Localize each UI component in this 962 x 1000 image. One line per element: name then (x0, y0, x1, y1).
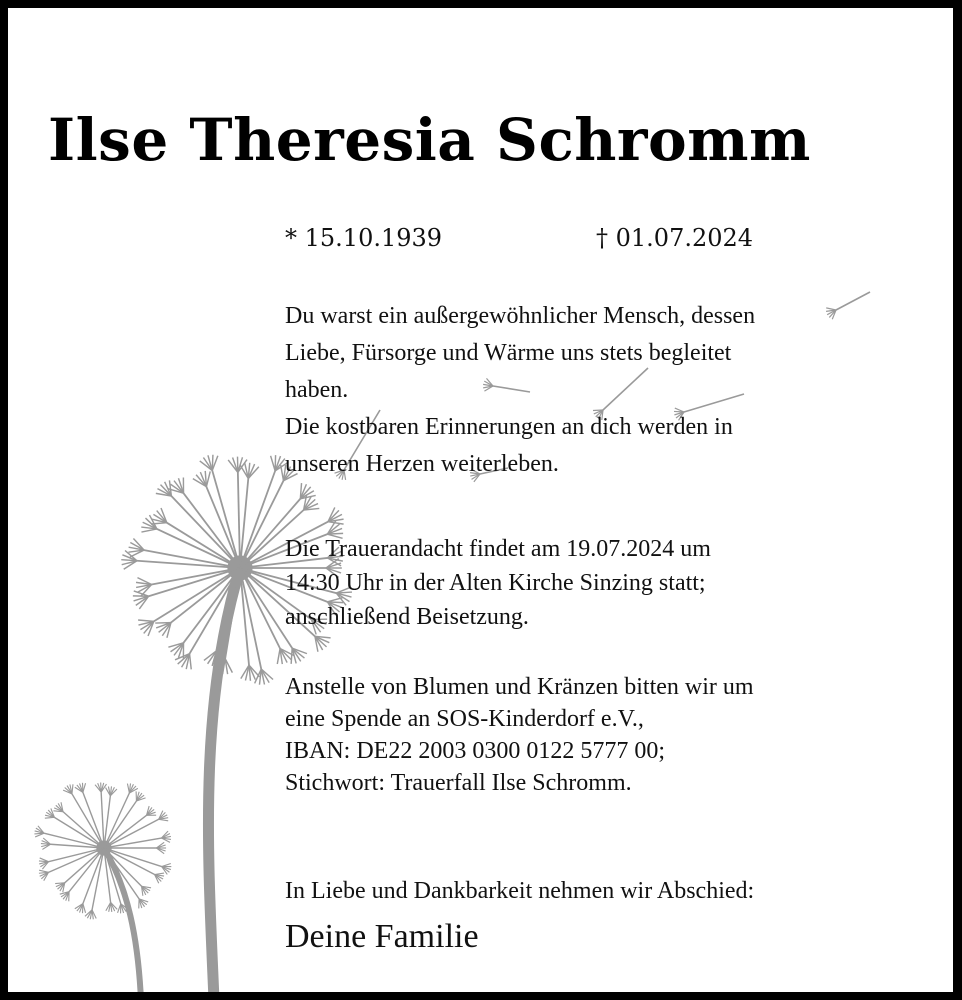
donation-paragraph (285, 671, 945, 799)
signature: Deine Familie (285, 918, 479, 955)
text-line: haben. (285, 377, 349, 403)
text-line: Liebe, Fürsorge und Wärme uns stets begleitet (285, 340, 732, 366)
closing-text: In Liebe und Dankbarkeit nehmen wir Abschied: (285, 878, 755, 904)
text-line: Stichwort: Trauerfall Ilse Schromm. (285, 770, 632, 796)
text-line: Die Trauerandacht findet am 19.07.2024 um (285, 536, 711, 562)
text-line: IBAN: DE22 2003 0300 0122 5777 00; (285, 738, 665, 764)
text-line: unseren Herzen weiterleben. (285, 451, 559, 477)
closing-line (285, 874, 945, 909)
deceased-name: Ilse Theresia Schromm (48, 106, 811, 174)
text-line: Die kostbaren Erinnerungen an dich werden in (285, 414, 733, 440)
death-date: † 01.07.2024 (596, 224, 754, 252)
dandelion-small-icon (34, 783, 171, 1000)
text-line: 14:30 Uhr in der Alten Kirche Sinzing statt; (285, 570, 706, 596)
ceremony-paragraph (285, 532, 945, 634)
birth-date: * 15.10.1939 (285, 224, 443, 252)
text-line: Du warst ein außergewöhnlicher Mensch, dessen (285, 303, 756, 329)
text-line: anschließend Beisetzung. (285, 604, 529, 630)
tribute-paragraph (285, 298, 945, 483)
text-line: Anstelle von Blumen und Kränzen bitten wir um (285, 674, 754, 700)
text-line: eine Spende an SOS-Kinderdorf e.V., (285, 706, 644, 732)
